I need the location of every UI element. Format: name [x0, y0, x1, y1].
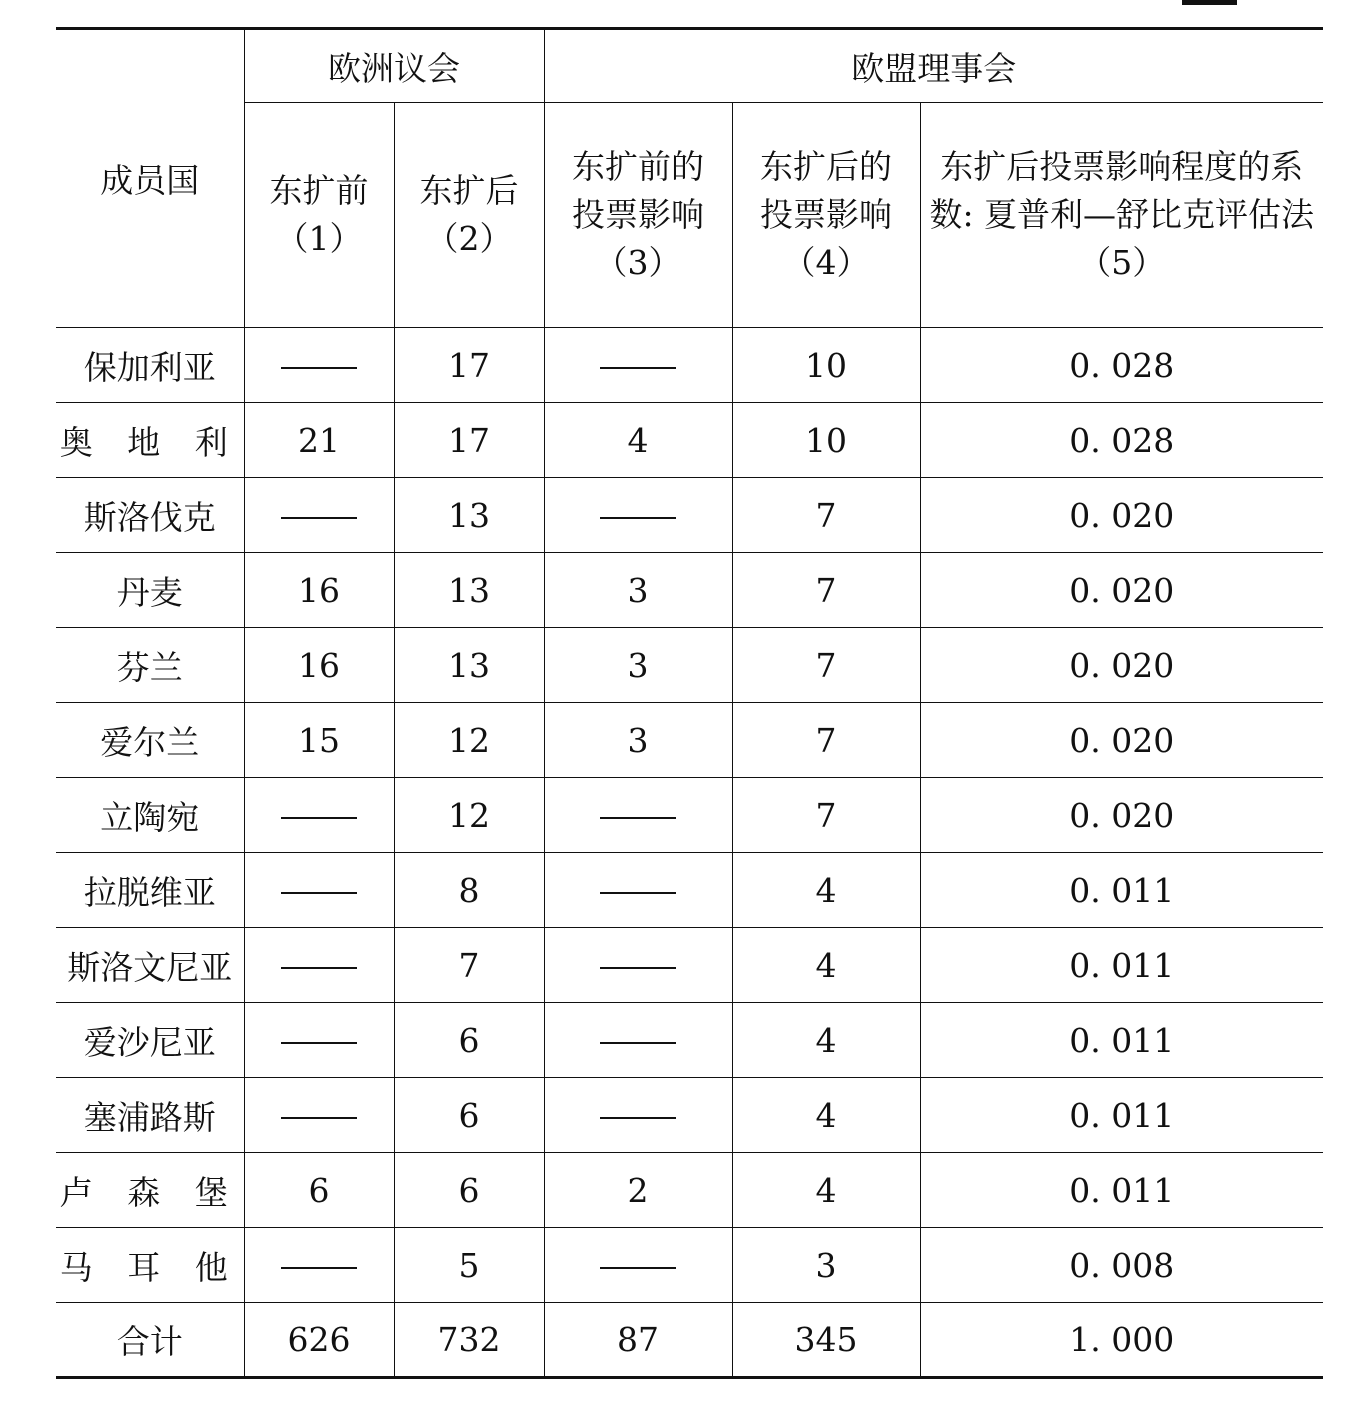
member-name: 芬兰 — [56, 628, 244, 703]
cell-c3-dash — [544, 853, 732, 928]
cell-c4: 4 — [732, 928, 920, 1003]
cell-c1-dash — [244, 853, 394, 928]
cell-c3-dash — [544, 778, 732, 853]
member-name: 合计 — [56, 1303, 244, 1378]
cell-c1-dash — [244, 1228, 394, 1303]
dash-mark — [281, 967, 357, 969]
cell-c5: 0. 011 — [920, 1153, 1323, 1228]
cell-c3-dash — [544, 328, 732, 403]
member-name: 保加利亚 — [56, 328, 244, 403]
cell-c3-dash — [544, 1003, 732, 1078]
table-row — [56, 1153, 1323, 1228]
cell-c2: 13 — [394, 628, 544, 703]
cell-c4: 10 — [732, 403, 920, 478]
dash-mark — [281, 892, 357, 894]
member-name: 斯洛伐克 — [56, 478, 244, 553]
cell-c5: 0. 020 — [920, 478, 1323, 553]
cell-c3: 4 — [544, 403, 732, 478]
table-row — [56, 853, 1323, 928]
cell-c4: 7 — [732, 478, 920, 553]
council-header: 欧盟理事会 — [544, 29, 1323, 103]
col5-header: 东扩后投票影响程度的系 数: 夏普利—舒比克评估法 （5） — [920, 103, 1323, 328]
cell-c4: 4 — [732, 1153, 920, 1228]
cell-c2: 13 — [394, 478, 544, 553]
table-row — [56, 478, 1323, 553]
member-header: 成员国 — [56, 29, 244, 328]
member-name: 丹麦 — [56, 553, 244, 628]
col3-header: 东扩前的 投票影响 （3） — [544, 103, 732, 328]
cell-c2: 12 — [394, 703, 544, 778]
cell-c4: 4 — [732, 853, 920, 928]
cell-c5: 0. 020 — [920, 778, 1323, 853]
dash-mark — [600, 1267, 676, 1269]
table-row — [56, 778, 1323, 853]
cell-c2: 13 — [394, 553, 544, 628]
cell-c4: 345 — [732, 1303, 920, 1378]
dash-mark — [281, 367, 357, 369]
table-row — [56, 628, 1323, 703]
cell-c4: 7 — [732, 778, 920, 853]
dash-mark — [600, 817, 676, 819]
member-name: 爱尔兰 — [56, 703, 244, 778]
cell-c2: 5 — [394, 1228, 544, 1303]
col1-header: 东扩前 （1） — [244, 103, 394, 328]
cell-c4: 10 — [732, 328, 920, 403]
table-row — [56, 928, 1323, 1003]
cell-c4: 7 — [732, 628, 920, 703]
cell-c2: 8 — [394, 853, 544, 928]
cell-c3-dash — [544, 928, 732, 1003]
cell-c2: 6 — [394, 1153, 544, 1228]
table-row — [56, 1003, 1323, 1078]
cell-c5: 1. 000 — [920, 1303, 1323, 1378]
table-row — [56, 703, 1323, 778]
dash-mark — [600, 517, 676, 519]
dash-mark — [281, 817, 357, 819]
cell-c4: 4 — [732, 1003, 920, 1078]
member-name: 塞浦路斯 — [56, 1078, 244, 1153]
dash-mark — [600, 1042, 676, 1044]
col2-header: 东扩后 （2） — [394, 103, 544, 328]
member-name: 卢 森 堡 — [56, 1153, 244, 1228]
cell-c5: 0. 020 — [920, 703, 1323, 778]
table-row — [56, 553, 1323, 628]
cell-c3-dash — [544, 1078, 732, 1153]
dash-mark — [281, 517, 357, 519]
member-name: 奥 地 利 — [56, 403, 244, 478]
cell-c2: 12 — [394, 778, 544, 853]
cell-c5: 0. 011 — [920, 853, 1323, 928]
cell-c5: 0. 008 — [920, 1228, 1323, 1303]
cell-c5: 0. 011 — [920, 928, 1323, 1003]
cell-c4: 3 — [732, 1228, 920, 1303]
cell-c4: 7 — [732, 553, 920, 628]
member-name: 拉脱维亚 — [56, 853, 244, 928]
sub-header-row — [56, 103, 1323, 328]
dash-mark — [600, 892, 676, 894]
cell-c1: 21 — [244, 403, 394, 478]
cell-c4: 4 — [732, 1078, 920, 1153]
cell-c3: 3 — [544, 553, 732, 628]
cell-c2: 17 — [394, 328, 544, 403]
dash-mark — [281, 1117, 357, 1119]
dash-mark — [600, 967, 676, 969]
cell-c3-dash — [544, 1228, 732, 1303]
cell-c1-dash — [244, 328, 394, 403]
cell-c3-dash — [544, 478, 732, 553]
cell-c3: 3 — [544, 703, 732, 778]
cell-c1: 6 — [244, 1153, 394, 1228]
cell-c1-dash — [244, 928, 394, 1003]
table-row — [56, 1228, 1323, 1303]
cell-c3: 3 — [544, 628, 732, 703]
dash-mark — [600, 1117, 676, 1119]
cell-c2: 6 — [394, 1003, 544, 1078]
cell-c4: 7 — [732, 703, 920, 778]
cell-c5: 0. 028 — [920, 328, 1323, 403]
cell-c2: 7 — [394, 928, 544, 1003]
member-name: 马 耳 他 — [56, 1228, 244, 1303]
cell-c1-dash — [244, 1003, 394, 1078]
cell-c2: 17 — [394, 403, 544, 478]
table-row — [56, 403, 1323, 478]
col4-header: 东扩后的 投票影响 （4） — [732, 103, 920, 328]
cell-c1: 15 — [244, 703, 394, 778]
member-name: 立陶宛 — [56, 778, 244, 853]
cell-c3: 87 — [544, 1303, 732, 1378]
cell-c2: 732 — [394, 1303, 544, 1378]
cell-c5: 0. 028 — [920, 403, 1323, 478]
cell-c5: 0. 011 — [920, 1078, 1323, 1153]
cell-c3: 2 — [544, 1153, 732, 1228]
parliament-header: 欧洲议会 — [244, 29, 544, 103]
member-name: 爱沙尼亚 — [56, 1003, 244, 1078]
cell-c1-dash — [244, 778, 394, 853]
total-row — [56, 1303, 1323, 1378]
cell-c1: 16 — [244, 628, 394, 703]
cell-c5: 0. 020 — [920, 553, 1323, 628]
dash-mark — [600, 367, 676, 369]
table-row — [56, 328, 1323, 403]
cell-c2: 6 — [394, 1078, 544, 1153]
cell-c5: 0. 011 — [920, 1003, 1323, 1078]
member-name: 斯洛文尼亚 — [56, 928, 244, 1003]
table-body — [56, 29, 1323, 1378]
voting-table — [56, 27, 1323, 1379]
cell-c1: 626 — [244, 1303, 394, 1378]
table-row — [56, 1078, 1323, 1153]
dash-mark — [281, 1267, 357, 1269]
cell-c1-dash — [244, 478, 394, 553]
cell-c5: 0. 020 — [920, 628, 1323, 703]
cell-c1: 16 — [244, 553, 394, 628]
dash-mark — [281, 1042, 357, 1044]
page-corner-mark — [1182, 0, 1237, 5]
cell-c1-dash — [244, 1078, 394, 1153]
group-header-row — [56, 29, 1323, 103]
